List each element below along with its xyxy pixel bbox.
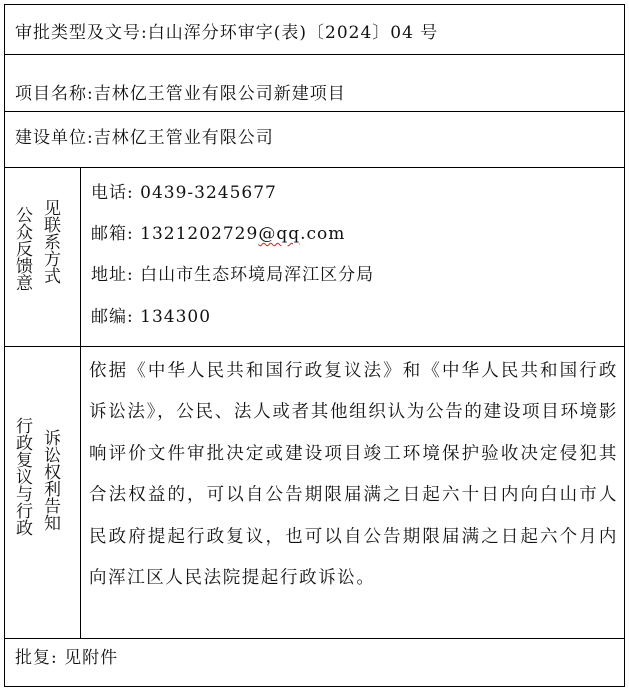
feedback-label-col2: 见联系方式 [40, 199, 60, 284]
project-name-label: 项目名称: [15, 84, 94, 104]
email-part-2: @qq [258, 224, 301, 244]
email-line [91, 219, 345, 244]
approval-text [15, 18, 438, 43]
reply-label: 批复: [15, 648, 58, 668]
rights-label-cell [5, 347, 81, 638]
email-value [140, 224, 345, 244]
email-part-3: .com [300, 224, 346, 244]
address-value: 白山市生态环境局浑江区分局 [140, 265, 375, 285]
rights-content [81, 347, 624, 638]
announcement-table [4, 4, 625, 687]
builder-row [5, 112, 624, 168]
phone-label: 电话: [91, 183, 134, 203]
postcode-label: 邮编: [91, 307, 134, 327]
builder-text [15, 123, 274, 148]
project-name-text [15, 79, 346, 104]
address-line [91, 260, 374, 285]
rights-label-col1: 行政复议与行政 [12, 417, 32, 536]
email-label: 邮箱: [91, 224, 134, 244]
reply-value: 见附件 [64, 648, 119, 668]
approval-row [5, 5, 624, 55]
postcode-line [91, 302, 211, 327]
project-name-value: 吉林亿王管业有限公司新建项目 [93, 84, 346, 104]
builder-label: 建设单位: [15, 128, 94, 148]
address-label: 地址: [91, 265, 134, 285]
phone-value: 0439-3245677 [140, 183, 277, 203]
reply-text [15, 643, 118, 668]
approval-value: 白山浑分环审字(表)〔2024〕04 号 [147, 23, 439, 43]
rights-paragraph: 依据《中华人民共和国行政复议法》和《中华人民共和国行政诉讼法》，公民、法人或者其他组织认为公告的建设项目环境影响评价文件审批决定或建设项目竣工环境保护验收决定侵犯其合法权益的，可以自公告期限届满之日起六十日内向白山市人民政府提起行政复议，也可以自公告期限届满之日起六个月内向浑江区人民法院提起行政诉讼。 [89, 361, 618, 589]
approval-label: 审批类型及文号: [15, 23, 148, 43]
phone-line [91, 178, 277, 203]
feedback-content [81, 168, 624, 346]
project-name-row [5, 55, 624, 112]
builder-value: 吉林亿王管业有限公司 [93, 128, 274, 148]
postcode-value: 134300 [140, 307, 212, 327]
feedback-label-cell [5, 168, 81, 346]
rights-row [5, 347, 624, 639]
feedback-row [5, 168, 624, 347]
reply-row [5, 639, 624, 686]
feedback-label-col1: 公众反馈意 [12, 206, 32, 291]
rights-label-col2: 诉讼权利告知 [40, 429, 60, 531]
email-part-1: 1321202729 [140, 224, 259, 244]
